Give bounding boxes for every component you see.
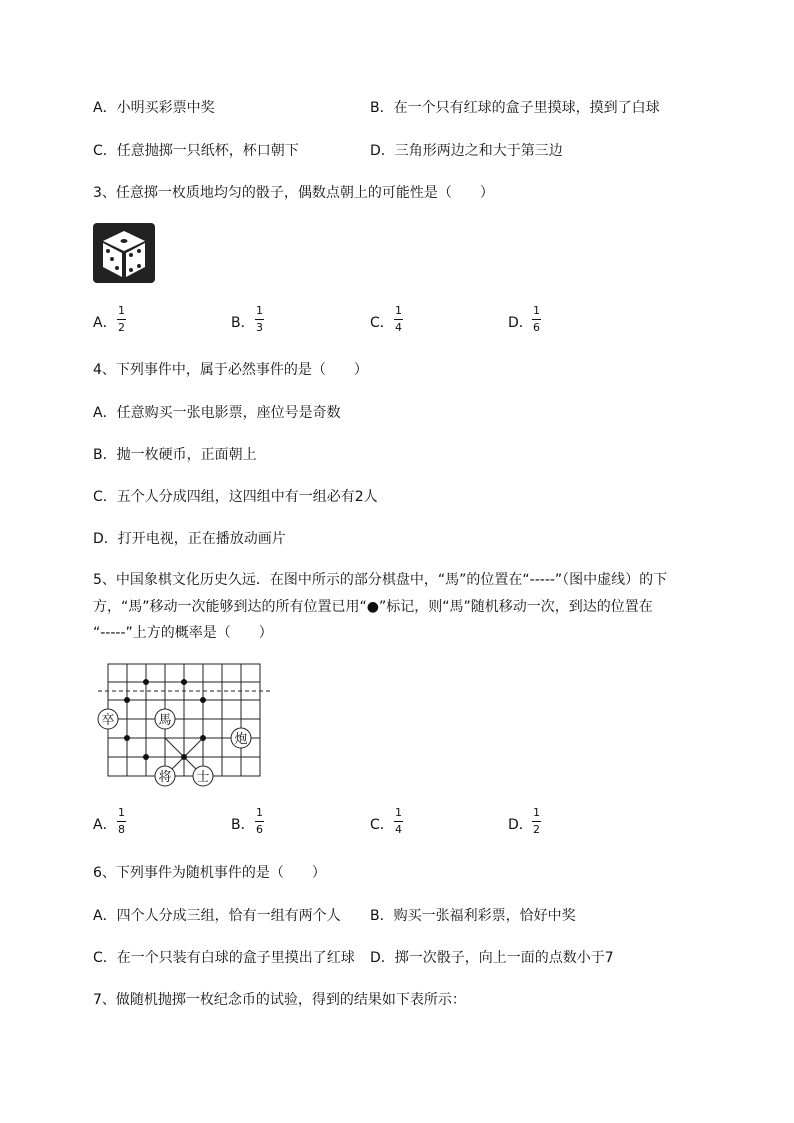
q5-option-d-label: D． xyxy=(508,817,533,833)
piece-pao-label: 炮 xyxy=(234,732,248,747)
q5-option-b-label: B． xyxy=(231,817,255,833)
q3-option-c-fraction xyxy=(394,305,403,334)
denominator: 2 xyxy=(118,321,125,334)
q2-option-c: C．任意抛掷一只纸杯，杯口朝下 xyxy=(93,143,299,159)
q5-option-c-label: C． xyxy=(370,817,394,833)
q3-option-b-fraction xyxy=(255,305,264,334)
q3-option-b-label: B． xyxy=(231,315,255,331)
numerator: 1 xyxy=(533,806,540,819)
piece-shi-label: 士 xyxy=(196,770,210,785)
q5-option-d-fraction xyxy=(532,807,541,836)
numerator: 1 xyxy=(395,806,402,819)
numerator: 1 xyxy=(395,304,402,317)
q3-option-d-fraction xyxy=(532,305,541,334)
q5-stem-line2: 方，“馬”移动一次能够到达的所有位置已用“●”标记，则“馬”随机移动一次，到达的位置在 xyxy=(93,599,653,615)
dice-icon xyxy=(93,223,155,283)
q5-option-b-fraction xyxy=(255,807,264,836)
q3-option-a-fraction xyxy=(117,305,126,334)
denominator: 6 xyxy=(256,823,263,836)
q7-stem: 7、做随机抛掷一枚纪念币的试验，得到的结果如下表所示： xyxy=(93,992,466,1008)
denominator: 6 xyxy=(533,321,540,334)
q5-stem-line3: “-----”上方的概率是（ ） xyxy=(93,625,273,641)
q3-option-a-label: A． xyxy=(93,315,117,331)
q4-option-b: B．抛一枚硬币，正面朝上 xyxy=(93,447,257,463)
q4-option-c: C．五个人分成四组，这四组中有一组必有2人 xyxy=(93,489,378,505)
numerator: 1 xyxy=(118,304,125,317)
piece-zu-label: 卒 xyxy=(101,713,115,728)
q2-option-a: A．小明买彩票中奖 xyxy=(93,100,215,116)
denominator: 4 xyxy=(395,321,402,334)
q3-option-c-label: C． xyxy=(370,315,394,331)
denominator: 8 xyxy=(118,823,125,836)
q6-option-b: B．购买一张福利彩票，恰好中奖 xyxy=(370,908,576,924)
numerator: 1 xyxy=(118,806,125,819)
chess-board xyxy=(95,660,275,788)
q3-stem: 3、任意掷一枚质地均匀的骰子，偶数点朝上的可能性是（ ） xyxy=(93,185,494,201)
denominator: 3 xyxy=(256,321,263,334)
piece-jiang-label: 将 xyxy=(158,770,172,785)
q5-option-a-fraction xyxy=(117,807,126,836)
numerator: 1 xyxy=(256,304,263,317)
q4-stem: 4、下列事件中，属于必然事件的是（ ） xyxy=(93,362,368,378)
q5-option-a-label: A． xyxy=(93,817,117,833)
q5-option-c-fraction xyxy=(394,807,403,836)
q3-option-d-label: D． xyxy=(508,315,533,331)
q5-stem-line1: 5、中国象棋文化历史久远．在图中所示的部分棋盘中，“馬”的位置在“-----”（图中虚线）的下 xyxy=(93,572,668,588)
denominator: 2 xyxy=(533,823,540,836)
q4-option-d: D．打开电视，正在播放动画片 xyxy=(93,531,286,547)
q2-option-d: D．三角形两边之和大于第三边 xyxy=(370,143,563,159)
q6-option-a: A．四个人分成三组，恰有一组有两个人 xyxy=(93,908,341,924)
numerator: 1 xyxy=(533,304,540,317)
q6-option-d: D．掷一次骰子，向上一面的点数小于7 xyxy=(370,950,614,966)
q2-option-b: B．在一个只有红球的盒子里摸球，摸到了白球 xyxy=(370,100,660,116)
chess-board-figure xyxy=(95,660,275,792)
denominator: 4 xyxy=(395,823,402,836)
q6-stem: 6、下列事件为随机事件的是（ ） xyxy=(93,865,326,881)
numerator: 1 xyxy=(256,806,263,819)
piece-ma-label: 馬 xyxy=(158,713,172,728)
q6-option-c: C．在一个只装有白球的盒子里摸出了红球 xyxy=(93,950,355,966)
dice-image xyxy=(93,223,155,283)
q4-option-a: A．任意购买一张电影票，座位号是奇数 xyxy=(93,405,341,421)
